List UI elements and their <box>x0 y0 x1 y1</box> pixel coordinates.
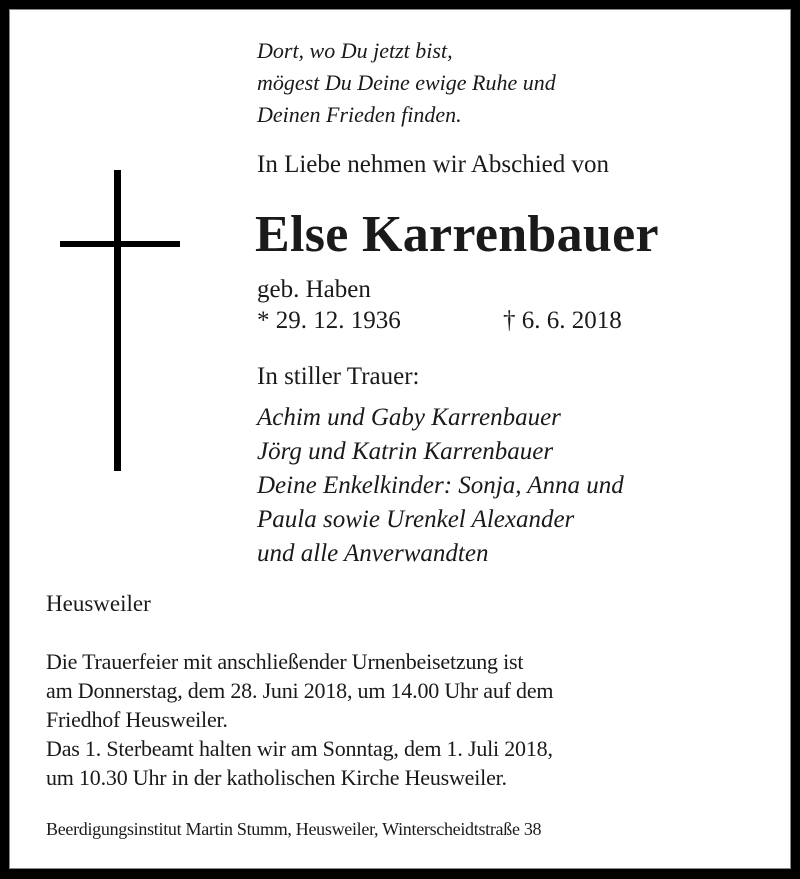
mourner-line: Paula sowie Urenkel Alexander <box>257 506 575 533</box>
funeral-home-footer: Beerdigungsinstitut Martin Stumm, Heusweiler, Winterscheidtstraße 38 <box>46 819 542 839</box>
death-date: † 6. 6. 2018 <box>503 307 622 334</box>
verse-line: mögest Du Deine ewige Ruhe und <box>257 70 556 95</box>
town-name: Heusweiler <box>46 591 151 616</box>
deceased-name: Else Karrenbauer <box>255 206 659 263</box>
farewell-intro: In Liebe nehmen wir Abschied von <box>257 151 609 178</box>
mourner-line: Jörg und Katrin Karrenbauer <box>257 438 554 465</box>
mourner-line: Achim und Gaby Karrenbauer <box>257 404 561 431</box>
mourner-line: Deine Enkelkinder: Sonja, Anna und <box>257 472 624 499</box>
details-line: Friedhof Heusweiler. <box>46 707 228 732</box>
details-line: Die Trauerfeier mit anschließender Urnenbeisetzung ist <box>46 649 524 674</box>
cross-horizontal-bar <box>60 241 180 247</box>
birth-date: * 29. 12. 1936 <box>257 307 401 334</box>
service-details <box>46 647 553 792</box>
obituary-notice <box>9 9 791 869</box>
maiden-name: geb. Haben <box>257 276 371 303</box>
memorial-verse <box>257 35 556 131</box>
verse-line: Dort, wo Du jetzt bist, <box>257 38 453 63</box>
details-line: um 10.30 Uhr in der katholischen Kirche Heusweiler. <box>46 765 507 790</box>
details-line: Das 1. Sterbeamt halten wir am Sonntag, dem 1. Juli 2018, <box>46 736 553 761</box>
cross-vertical-bar <box>114 170 121 471</box>
verse-line: Deinen Frieden finden. <box>257 102 462 127</box>
mourner-line: und alle Anverwandten <box>257 540 489 567</box>
mourners-list <box>257 401 624 571</box>
details-line: am Donnerstag, dem 28. Juni 2018, um 14.00 Uhr auf dem <box>46 678 554 703</box>
mourning-label: In stiller Trauer: <box>257 363 420 390</box>
